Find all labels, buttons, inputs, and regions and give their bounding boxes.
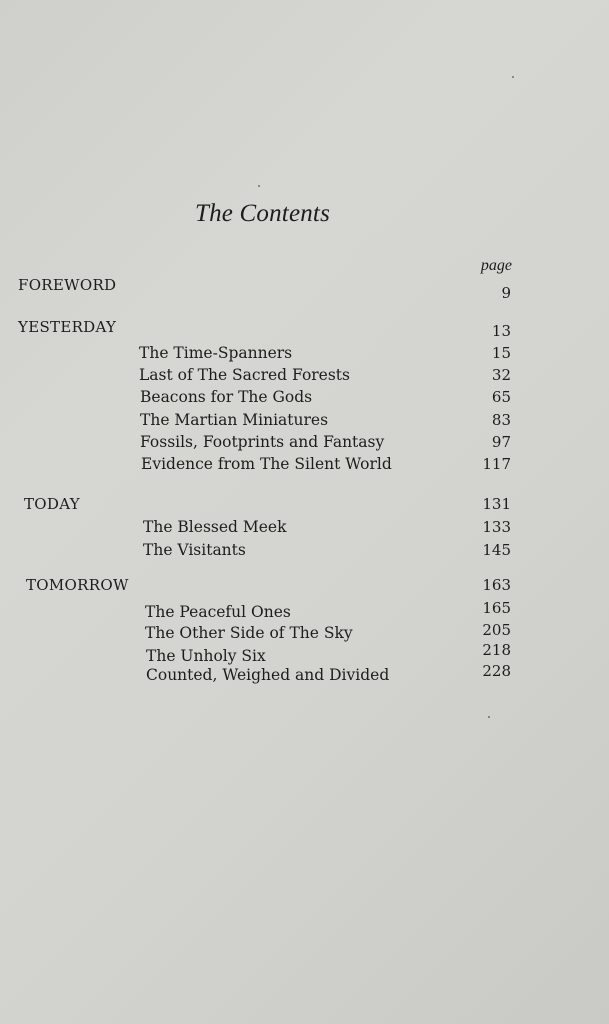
toc-chapter-title: The Martian Miniatures	[140, 411, 329, 429]
toc-row	[0, 455, 609, 477]
toc-row	[0, 495, 609, 517]
toc-row	[0, 662, 609, 688]
toc-section-title: FOREWORD	[18, 276, 117, 294]
contents-title: The Contents	[194, 200, 331, 227]
toc-chapter-title: The Peaceful Ones	[145, 603, 291, 621]
toc-page-number: 133	[482, 518, 511, 536]
toc-page-number: 218	[482, 641, 511, 659]
toc-chapter-title: Fossils, Footprints and Fantasy	[140, 433, 385, 451]
toc-page-number: 145	[482, 541, 511, 559]
toc-page-number: 13	[491, 322, 511, 340]
toc-row	[0, 411, 609, 433]
toc-chapter-title: The Unholy Six	[146, 647, 266, 665]
toc-section-title: TODAY	[24, 495, 80, 513]
toc-chapter-title: The Blessed Meek	[143, 518, 287, 536]
toc-chapter-title: Evidence from The Silent World	[141, 455, 392, 473]
toc-chapter-title: Counted, Weighed and Divided	[146, 666, 390, 684]
paper-speck	[512, 76, 514, 78]
toc-chapter-title: The Other Side of The Sky	[145, 624, 353, 642]
toc-row	[0, 518, 609, 540]
toc-chapter-title: The Time-Spanners	[139, 344, 293, 362]
paper-speck	[258, 185, 260, 187]
toc-row	[0, 541, 609, 563]
toc-page-number: 97	[491, 433, 511, 451]
paper-speck	[488, 716, 490, 718]
toc-page-number: 165	[482, 599, 511, 617]
toc-page-number: 163	[482, 576, 511, 594]
toc-section-title: TOMORROW	[26, 576, 129, 594]
toc-row	[0, 433, 609, 455]
toc-row	[0, 599, 609, 625]
toc-page-number: 228	[482, 662, 511, 680]
toc-row	[0, 366, 609, 388]
toc-page-number: 83	[491, 411, 511, 429]
toc-page-number: 15	[491, 344, 511, 362]
toc-row	[0, 388, 609, 410]
toc-row	[0, 276, 609, 302]
toc-row	[0, 344, 609, 366]
toc-page-number: 32	[491, 366, 511, 384]
page-column-label: page	[480, 257, 512, 274]
toc-page-number: 117	[482, 455, 511, 473]
toc-chapter-title: Beacons for The Gods	[140, 388, 313, 406]
toc-row	[0, 318, 609, 340]
toc-page-number: 205	[482, 621, 511, 639]
toc-section-title: YESTERDAY	[18, 318, 117, 336]
toc-page-number: 9	[501, 284, 511, 302]
toc-page-number: 131	[482, 495, 511, 513]
toc-row	[0, 621, 609, 646]
toc-row	[0, 576, 609, 598]
toc-page-number: 65	[491, 388, 511, 406]
toc-chapter-title: Last of The Sacred Forests	[139, 366, 350, 384]
toc-chapter-title: The Visitants	[143, 541, 246, 559]
